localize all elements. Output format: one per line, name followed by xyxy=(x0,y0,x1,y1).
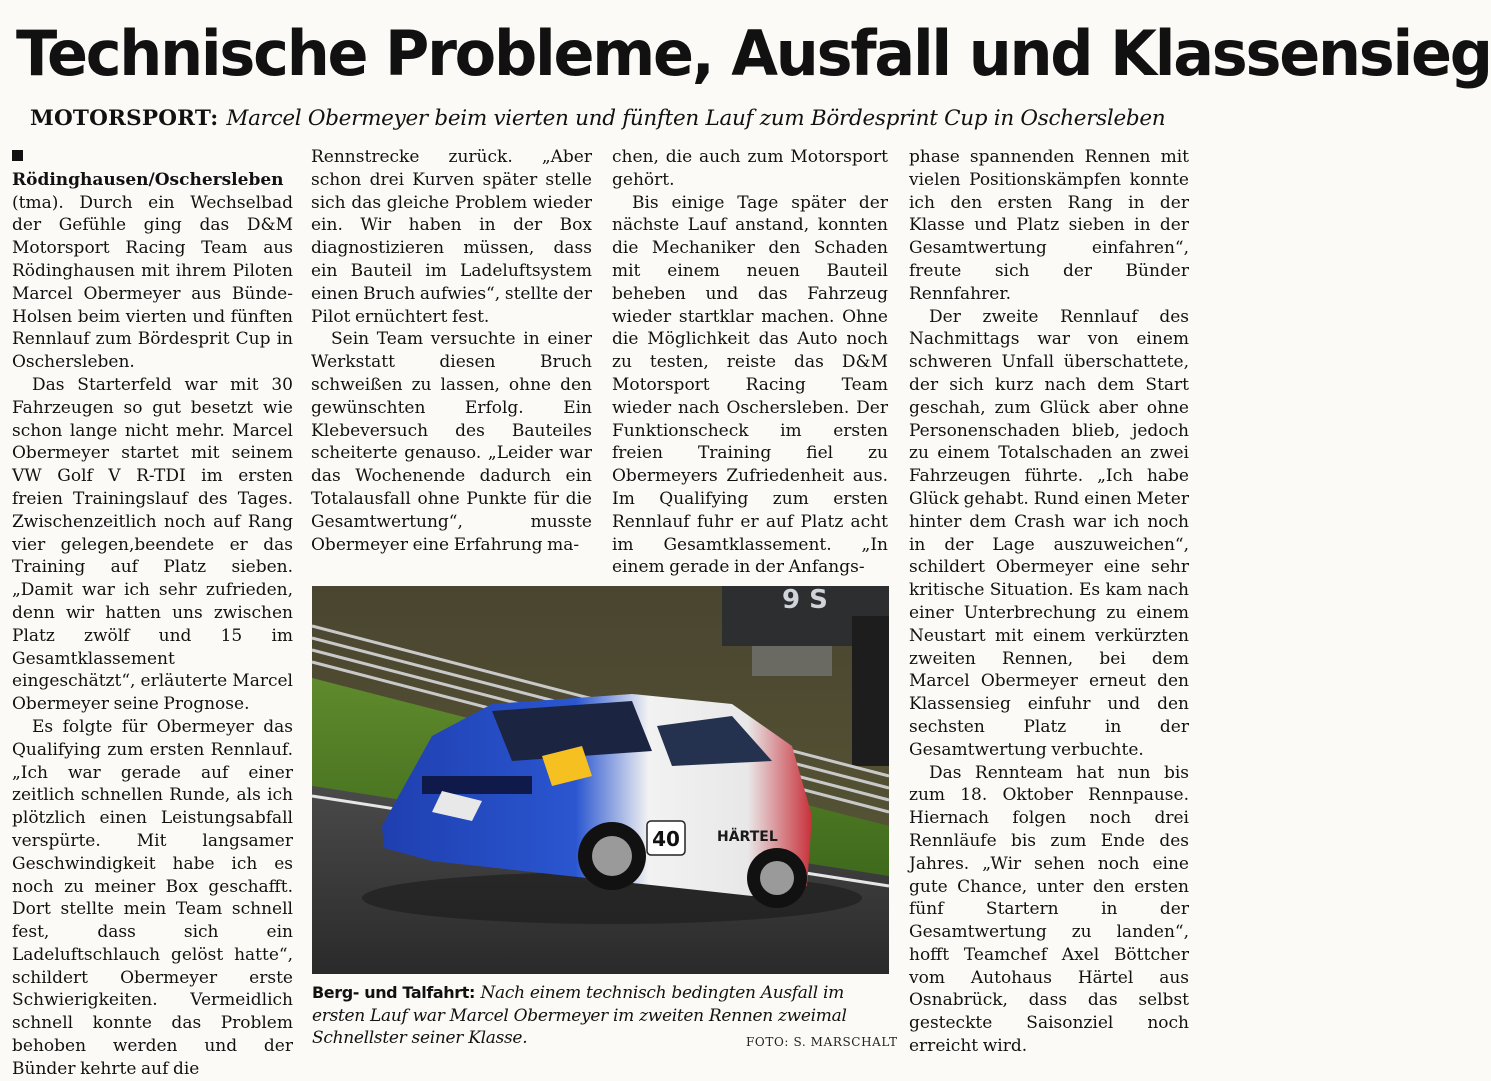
caption-label: Berg- und Talfahrt: xyxy=(312,983,476,1002)
article-paragraph: Sein Team versuchte in einer Werkstatt diesen Bruch schweißen zu lassen, ohne den gewünschten Erfolg. Ein Klebeversuch des Bauteiles scheiterte genauso. „Leider war das Wochenende dadurch ein Totalausfall ohne Punkte für die Gesamtwertung“, musste Obermeyer eine Erfahrung ma- xyxy=(311,329,592,555)
article-paragraph: Rödinghausen/Oschersleben (tma). Durch ein Wechselbad der Gefühle ging das D&M Motorsport Racing Team aus Rödinghausen mit ihrem Piloten Marcel Obermeyer aus Bünde-Holsen beim vierten und fünften Rennlauf zum Bördesprit Cup in Oschersleben. xyxy=(12,146,293,374)
headline: Technische Probleme, Ausfall und Klassensieg xyxy=(16,17,1491,90)
article-column-4 xyxy=(909,146,1189,1058)
article-paragraph: Bis einige Tage später der nächste Lauf anstand, konnten die Mechaniker den Schaden mit einem neuen Bauteil beheben und das Fahrzeug wieder startklar machen. Ohne die Möglichkeit das Auto noch zu testen, reiste das D&M Motorsport Racing Team wieder nach Oschersleben. Der Funktionscheck im ersten freien Training fiel zu Obermeyers Zufriedenheit aus. Im Qualifying zum ersten Rennlauf fuhr er auf Platz acht im Gesamtklassement. „In einem gerade in der Anfangs- xyxy=(612,192,888,578)
race-car-illustration xyxy=(312,586,889,974)
caption-text: Nach einem technisch bedingten Ausfall im ersten Lauf war Marcel Obermeyer im zweiten Rennen zweimal Schnellster seiner Klasse. xyxy=(312,983,847,1048)
dateline-square-icon xyxy=(12,150,23,161)
article-paragraph: Das Rennteam hat nun bis zum 18. Oktober Rennpause. Hiernach folgen noch drei Rennläufe bis zum Ende des Jahres. „Wir sehen noch eine gute Chance, unter den ersten fünf Startern in der Gesamtwertung zu landen“, hofft Teamchef Axel Böttcher vom Autohaus Härtel aus Osnabrück, dass das selbst gesteckte Saisonziel noch erreicht wird. xyxy=(909,762,1189,1057)
deck-text: Marcel Obermeyer beim vierten und fünften Lauf zum Bördesprint Cup in Oschersleben xyxy=(226,106,1166,131)
subheadline xyxy=(30,104,1190,134)
article-column-1 xyxy=(12,146,293,1081)
background-sign: 9 S xyxy=(782,585,828,615)
article-paragraph: Der zweite Rennlauf des Nachmittags war von einem schweren Unfall überschattete, der sich kurz nach dem Start geschah, zum Glück aber ohne Personenschaden blieb, jedoch zu einem Totalschaden an zwei Fahrzeugen führte. „Ich habe Glück gehabt. Rund einen Meter hinter dem Crash war ich noch in der Lage auszuweichen“, schildert Obermeyer eine sehr kritische Situation. Es kam nach einer Unterbrechung zu einem Neustart mit einem verkürzten zweiten Rennen, bei dem Marcel Obermeyer erneut den Klassensieg einfuhr und den sechsten Platz in der Gesamtwertung verbuchte. xyxy=(909,306,1189,760)
dateline: Rödinghausen/Oschersleben xyxy=(12,169,284,190)
sponsor-decal: HÄRTEL xyxy=(717,829,778,845)
article-paragraph: Rennstrecke zurück. „Aber schon drei Kurven später stelle sich das gleiche Problem wieder ein. Wir haben in der Box diagnostizieren müssen, dass ein Bauteil im Ladeluftsystem einen Bruch aufwies“, stellte der Pilot ernüchtert fest. xyxy=(311,147,592,327)
race-car-photo xyxy=(312,586,889,974)
article-paragraph: chen, die auch zum Motorsport gehört. xyxy=(612,147,888,190)
car-number: 40 xyxy=(652,827,680,851)
article-column-3 xyxy=(612,146,888,579)
article-paragraph: Das Starterfeld war mit 30 Fahrzeugen so gut besetzt wie schon lange nicht mehr. Marcel Obermeyer startet mit seinem VW Golf V R-TDI im ersten freien Trainingslauf des Tages. Zwischenzeitlich noch auf Rang vier gelegen,beendete er das Training auf Platz sieben. „Damit war ich sehr zufrieden, denn wir hatten uns zwischen Platz zwölf und 15 im Gesamtklassement eingeschätzt“, erläuterte Marcel Obermeyer seine Prognose. xyxy=(12,374,293,715)
section-kicker: MOTORSPORT: xyxy=(30,106,219,131)
article-paragraph: Es folgte für Obermeyer das Qualifying zum ersten Rennlauf. „Ich war gerade auf einer zeitlich schnellen Runde, als ich plötzlich einen Leistungsabfall verspürte. Mit langsamer Geschwindigkeit habe ich es noch zu meiner Box geschafft. Dort stellte mein Team schnell fest, dass sich ein Ladeluftschlauch gelöst hatte“, schildert Obermeyer erste Schwierigkeiten. Vermeidlich schnell konnte das Problem behoben werden und der Bünder kehrte auf die xyxy=(12,716,293,1079)
photo-credit: FOTO: S. MARSCHALT xyxy=(746,1035,898,1049)
article-paragraph: phase spannenden Rennen mit vielen Positionskämpfen konnte ich den ersten Rang in der Klasse und Platz sieben in der Gesamtwertung einfahren“, freute sich der Bünder Rennfahrer. xyxy=(909,147,1189,304)
article-column-2 xyxy=(311,146,592,556)
